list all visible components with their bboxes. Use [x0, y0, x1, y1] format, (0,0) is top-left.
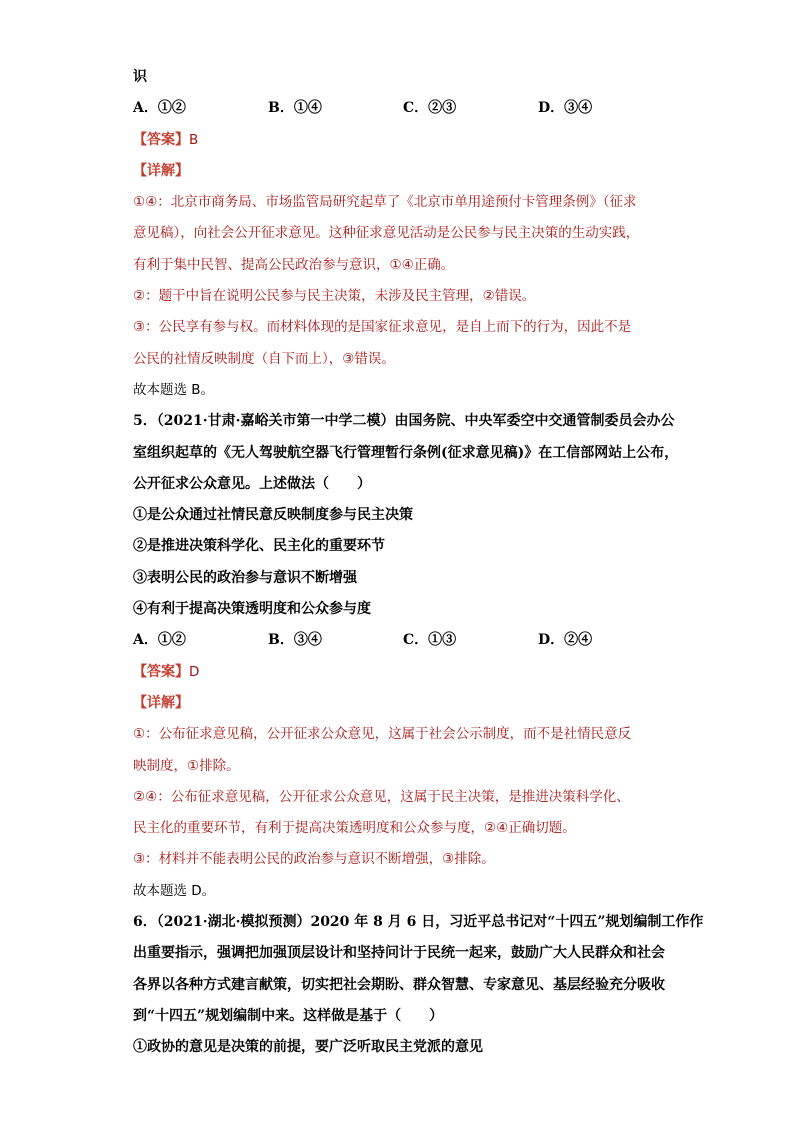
- q5-item: ④有利于提高决策透明度和公众参与度: [133, 601, 371, 618]
- answer-value: B: [189, 131, 199, 148]
- q4-explain-line: [133, 344, 673, 375]
- q4-options: [133, 93, 673, 124]
- q5-option-c: C．①③: [403, 632, 457, 649]
- explain-text: ：题干中旨在说明公民参与民主决策，未涉及民主管理，②错误。: [145, 288, 536, 305]
- q5-item: ①是公众通过社情民意反映制度参与民主决策: [133, 507, 413, 524]
- q6-item: ①政协的意见是决策的前提，要广泛听取民主党派的意见: [133, 1039, 483, 1056]
- explain-mark: ①: [133, 726, 146, 743]
- q6-stem-line: 各界以各种方式建言献策，切实把社会期盼、群众智慧、专家意见、基层经验充分吸收: [133, 976, 665, 993]
- explain-text: ：北京市商务局、市场监管局研究起草了《北京市单用途预付卡管理条例》（征求: [157, 194, 637, 211]
- explain-mark: ②: [133, 288, 146, 305]
- explain-text: 意见稿），向社会公开征求意见。这种征求意见活动是公民参与民主决策的生动实践，: [133, 225, 640, 242]
- answer-label: 【答案】: [133, 131, 189, 148]
- q5-option-a: A．①②: [133, 632, 186, 649]
- q4-detail-label: 【详解】: [133, 162, 189, 179]
- q5-stem-line: 室组织起草的《无人驾驶航空器飞行管理暂行条例(征求意见稿)》在工信部网站上公布，: [133, 444, 679, 461]
- q4-explain-line: [133, 281, 673, 312]
- explain-text: 民主化的重要环节，有利于提高决策透明度和公众参与度，②④正确切题。: [133, 820, 576, 837]
- explain-mark: ③: [133, 319, 146, 336]
- q4-explain-line: [133, 250, 673, 281]
- explain-text: ：材料并不能表明公民的政治参与意识不断增强，③排除。: [145, 851, 495, 868]
- answer-value: D: [189, 663, 200, 680]
- q5-explain-line: [133, 751, 673, 782]
- q4-option-b: B．①④: [268, 100, 322, 117]
- q5-stem-line: 5．（2021·甘肃·嘉峪关市第一中学二模）由国务院、中央军委空中交通管制委员会办公: [133, 413, 675, 430]
- q5-option-d: D．②④: [538, 632, 593, 649]
- document-page: [133, 62, 704, 1064]
- explain-text: ：公布征求意见稿，公开征求公众意见，这属于社会公示制度，而不是社情民意反: [145, 726, 632, 743]
- q6-stem-line: 到“十四五”规划编制中来。这样做是基于（ ）: [133, 1007, 444, 1024]
- q5-explain-line: [133, 813, 673, 844]
- explain-mark: ①④: [133, 194, 158, 211]
- q5-conclusion: 故本题选 D。: [133, 882, 216, 899]
- explain-text: 有利于集中民智、提高公民政治参与意识，①④正确。: [133, 256, 455, 273]
- q4-stem-tail: 识: [133, 69, 147, 85]
- q5-item: ②是推进决策科学化、民主化的重要环节: [133, 538, 385, 555]
- q5-explain-line: [133, 782, 673, 813]
- q5-item: ③表明公民的政治参与意识不断增强: [133, 569, 357, 586]
- explain-text: 映制度，①排除。: [133, 757, 240, 774]
- q6-stem-line: 6．（2021·湖北·模拟预测）2020 年 8 月 6 日，习近平总书记对“十四五”规划编制工作作: [133, 914, 704, 931]
- q4-option-d: D．③④: [538, 100, 593, 117]
- explain-text: ：公布征求意见稿，公开征求公众意见，这属于民主决策，是推进决策科学化、: [157, 788, 630, 805]
- q6-stem-line: 出重要指示，强调把加强顶层设计和坚持问计于民统一起来，鼓励广大人民群众和社会: [133, 945, 665, 962]
- q4-explain-line: [133, 312, 673, 343]
- q4-explain-line: [133, 187, 673, 218]
- q5-answer: [133, 657, 673, 688]
- q5-detail-label: 【详解】: [133, 694, 189, 711]
- q5-explain-line: [133, 844, 673, 875]
- explain-text: 公民的社情反映制度（自下而上），③错误。: [133, 350, 395, 367]
- explain-mark: ③: [133, 851, 146, 868]
- q4-conclusion: 故本题选 B。: [133, 381, 215, 398]
- q4-explain-line: [133, 218, 673, 249]
- explain-mark: ②④: [133, 788, 158, 805]
- q4-answer: [133, 125, 673, 156]
- q5-options: [133, 625, 673, 656]
- q4-option-c: C．②③: [403, 100, 457, 117]
- q5-option-b: B．③④: [268, 632, 322, 649]
- explain-text: ：公民享有参与权。而材料体现的是国家征求意见，是自上而下的行为，因此不是: [145, 319, 632, 336]
- q5-stem-line: 公开征求公众意见。上述做法（ ）: [133, 475, 371, 492]
- answer-label: 【答案】: [133, 663, 189, 680]
- q5-explain-line: [133, 719, 673, 750]
- q4-option-a: A．①②: [133, 100, 186, 117]
